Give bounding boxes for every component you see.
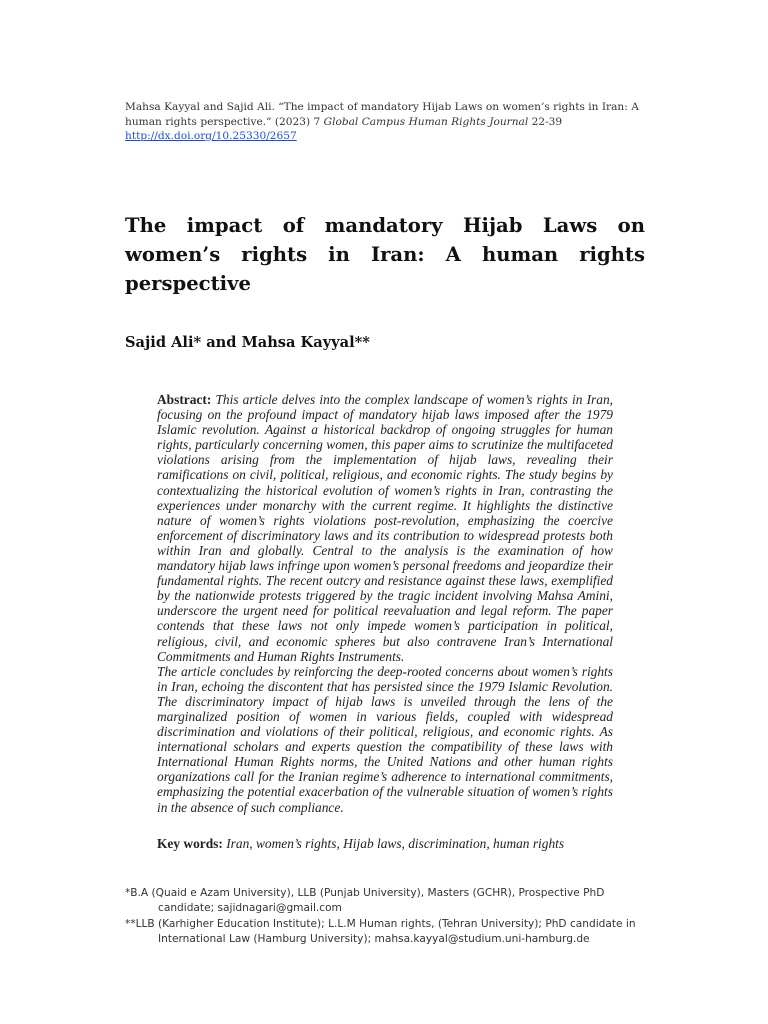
footnote-mark: ** bbox=[125, 918, 136, 930]
abstract-paragraph-1 bbox=[157, 392, 613, 664]
journal-name: Global Campus Human Rights Journal bbox=[323, 115, 529, 128]
keywords-label: Key words: bbox=[157, 836, 223, 851]
abstract-text-1: This article delves into the complex landscape of women’s rights in Iran, focusing on the profound impact of mandatory hijab laws imposed after the 1979 Islamic revolution. Against a historical backdrop of ongoing struggles for human rights, particularly concerning women, this paper aims to scrutinize the multifaceted violations arising from the implementation of hijab laws, revealing their ramifications on civil, political, religious, and economic rights. The study begins by contextualizing the historical evolution of women’s rights in Iran, contrasting the experiences under monarchy with the current regime. It highlights the distinctive nature of women’s rights violations post-revolution, emphasizing the coercive enforcement of discriminatory laws and its contribution to widespread protests both within Iran and globally. Central to the analysis is the examination of how mandatory hijab laws infringe upon women’s personal freedoms and jeopardize their fundamental rights. The recent outcry and resistance against these laws, exemplified by the nationwide protests triggered by the tragic incident involving Mahsa Amini, underscore the urgent need for political reevaluation and legal reform. The paper contends that these laws not only impede women’s participation in political, religious, civil, and economic spheres but also contravene Iran’s International Commitments and Human Rights Instruments. bbox=[157, 392, 613, 664]
footnote-mark: * bbox=[125, 887, 131, 899]
keywords-text: Iran, women’s rights, Hijab laws, discrimination, human rights bbox=[226, 836, 565, 851]
abstract bbox=[157, 392, 613, 815]
citation bbox=[125, 100, 645, 144]
paper-title: The impact of mandatory Hijab Laws on women’s rights in Iran: A human rights perspective bbox=[125, 214, 645, 295]
keywords bbox=[157, 836, 613, 852]
footnote-text: LLB (Karhigher Education Institute); L.L.M Human rights, (Tehran University); PhD candidate in International Law (Hamburg University); mahsa.kayyal@studium.uni-hamburg.de bbox=[135, 918, 636, 945]
citation-pages: 22-39 bbox=[528, 115, 563, 128]
footnote-2 bbox=[125, 917, 655, 947]
citation-text: Mahsa Kayyal and Sajid Ali. “The impact of mandatory Hijab Laws on women’s rights in Iran: A human rights perspective.” (2023) 7 bbox=[125, 101, 639, 128]
doi-link[interactable]: http://dx.doi.org/10.25330/2657 bbox=[125, 130, 297, 142]
authors: Sajid Ali* and Mahsa Kayyal** bbox=[125, 334, 370, 351]
abstract-label: Abstract: bbox=[157, 392, 212, 407]
footnote-1 bbox=[125, 886, 655, 916]
abstract-paragraph-2: The article concludes by reinforcing the deep-rooted concerns about women’s rights in Iran, echoing the discontent that has persisted since the 1979 Islamic Revolution. The discriminatory impact of hijab laws is unveiled through the lens of the marginalized position of women in various fields, coupled with widespread discrimination and violations of their political, religious, and economic rights. As international scholars and experts question the compatibility of these laws with International Human Rights norms, the United Nations and other human rights organizations call for the Iranian regime’s adherence to international commitments, emphasizing the potential exacerbation of the vulnerable situation of women’s rights in the absence of such compliance. bbox=[157, 663, 613, 815]
footnotes bbox=[125, 886, 655, 948]
footnote-text: B.A (Quaid e Azam University), LLB (Punjab University), Masters (GCHR), Prospective PhD candidate; sajidnagari@gmail.com bbox=[130, 887, 605, 914]
